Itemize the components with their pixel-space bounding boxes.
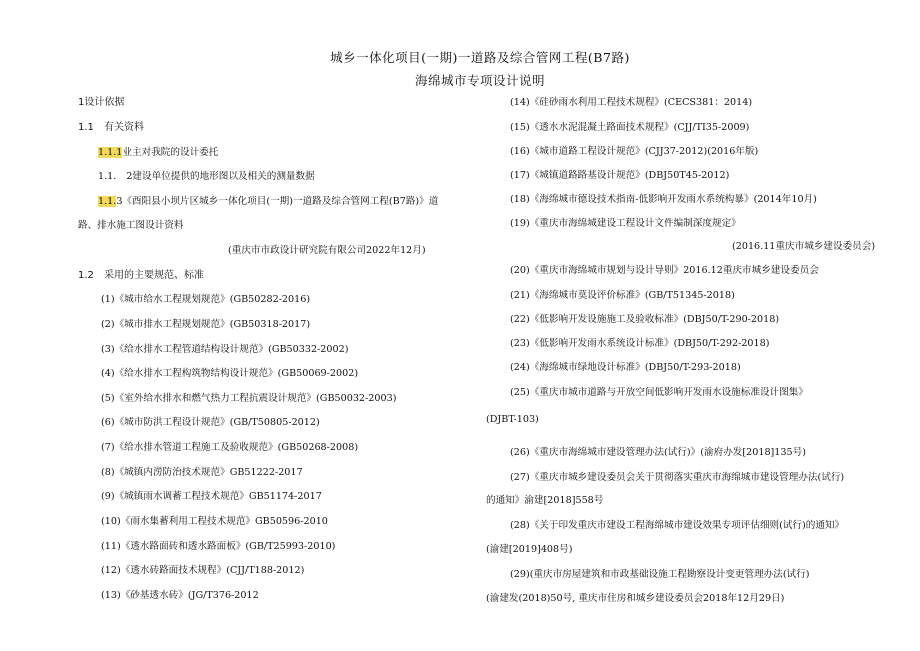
standard-item: (17)《城镇道路路基设计规范》(DBJ50T45-2012) bbox=[510, 170, 730, 181]
subsection-title: 有关资料 bbox=[104, 122, 144, 133]
subsection-title: 采用的主要规范、标准 bbox=[104, 270, 204, 281]
standard-item-continuation: (DJBT-103) bbox=[486, 414, 539, 425]
standard-item-continuation: 的通知》渝建[2018]558号 bbox=[486, 495, 604, 506]
section-heading: 1设计依据 bbox=[78, 97, 125, 108]
standard-item: (14)《硅砂雨水利用工程技术规程》(CECS381：2014) bbox=[510, 97, 753, 108]
item-text: 3《酉阳县小坝片区城乡一体化项目(一期)一道路及综合管网工程(B7路)》道 bbox=[116, 196, 439, 207]
standard-item: (20)《重庆市海绵城市规划与设计导则》2016.12重庆市城乡建设委员会 bbox=[510, 265, 819, 276]
standard-item: (22)《低影响开发设施施工及验收标准》(DBJ50/T-290-2018) bbox=[510, 314, 780, 325]
standard-item-continuation: (2016.11重庆市城乡建设委员会) bbox=[732, 241, 876, 252]
standard-item: (5)《室外给水排水和燃气热力工程抗震设计规范》(GB50032-2003) bbox=[101, 393, 397, 404]
standard-item: (7)《给水排水管道工程施工及验收规范》(GB50268-2008) bbox=[101, 442, 359, 453]
standard-item: (25)《重庆市城市道路与开放空间低影响开发雨水设施标准设计图集》 bbox=[510, 387, 808, 398]
standard-item-continuation: (渝建发(2018)50号, 重庆市住房和城乡建设委员会2018年12月29日) bbox=[486, 593, 785, 604]
subsection-number: 1.2 bbox=[78, 270, 94, 281]
standard-item: (28)《关于印发重庆市建设工程海绵城市建设效果专项评估细则(试行)的通知》 bbox=[510, 520, 845, 531]
item-number-highlight: 1.1.1 bbox=[98, 147, 123, 158]
standard-item: (6)《城市防洪工程设计规范》(GB/T50805-2012) bbox=[101, 417, 320, 428]
subsection-number: 1.1 bbox=[78, 122, 94, 133]
standard-item: (19)《重庆市海绵城建设工程设计文件编制深度规定》 bbox=[510, 218, 741, 229]
item-continuation: 路、排水施工图设计资料 bbox=[78, 220, 184, 231]
standard-item: (3)《给水排水工程管道结构设计规范》(GB50332-2002) bbox=[101, 344, 349, 355]
standard-item: (24)《海绵城市绿地设计标准》(DBJ50/T-293-2018) bbox=[510, 362, 741, 373]
item-number: 1.1. bbox=[98, 171, 117, 182]
standard-item: (2)《城市排水工程规划规范》(GB50318-2017) bbox=[101, 319, 311, 330]
standard-item: (26)《重庆市海绵城市建设管理办法(试行)》(渝府办发[2018]135号) bbox=[510, 447, 806, 458]
standard-item: (9)《城镇雨水调蓄工程技术规范》GB51174-2017 bbox=[101, 491, 322, 502]
item-1-1-2 bbox=[98, 171, 315, 183]
item-source: (重庆市市政设计研究院有限公司2022年12月) bbox=[228, 245, 426, 256]
item-1-1-1 bbox=[98, 147, 218, 159]
standard-item: (10)《雨水集蓄利用工程技术规范》GB50596-2010 bbox=[101, 516, 328, 527]
standard-item: (16)《城市道路工程设计规范》(CJJ37-2012)(2016年版) bbox=[510, 146, 759, 157]
document-title: 城乡一体化项目(一期)一道路及综合管网工程(B7路) bbox=[330, 50, 630, 65]
standard-item: (27)《重庆市城乡建设委员会关于贯彻落实重庆市海绵城市建设管理办法(试行) bbox=[510, 472, 845, 483]
standard-item: (21)《海绵城市莫设评价标准》(GB/T51345-2018) bbox=[510, 290, 735, 301]
standard-item: (11)《透水路面砖和透水路面板》(GB/T25993-2010) bbox=[101, 541, 336, 552]
standard-item: (15)《透水水泥混凝土路面技术规程》(CJJ/TI35-2009) bbox=[510, 122, 750, 133]
item-1-1-3 bbox=[98, 196, 438, 208]
standard-item: (18)《海绵城市德设技术指南-低影响开发雨水系统构暴》(2014年10月) bbox=[510, 194, 817, 205]
standard-item: (4)《给水排水工程构筑物结构设计规范》(GB50069-2002) bbox=[101, 368, 359, 379]
standard-item: (1)《城市给水工程规划规范》(GB50282-2016) bbox=[101, 294, 311, 305]
item-number-highlight: 1.1. bbox=[98, 196, 117, 207]
standard-item: (12)《透水砖路面技术规程》(CJJ/T188-2012) bbox=[101, 565, 305, 576]
document-subtitle: 海绵城市专项设计说明 bbox=[414, 73, 545, 88]
item-text: 2建设单位提供的地形图以及相关的测量数据 bbox=[126, 171, 315, 182]
standard-item-continuation: (渝建[2019]408号) bbox=[486, 544, 573, 555]
standard-item: (23)《低影响开发雨水系统设计标准》(DBJ50/T-292-2018) bbox=[510, 338, 770, 349]
standard-item: (13)《砂基透水砖》(JG/T376-2012 bbox=[101, 590, 259, 601]
standard-item: (29)(重庆市房屋建筑和市政基础设施工程勘察设计变更管理办法(试行) bbox=[510, 569, 810, 580]
item-text: 业主对我院的设计委托 bbox=[122, 147, 219, 158]
standard-item: (8)《城镇内涝防治技术规范》GB51222-2017 bbox=[101, 467, 303, 478]
